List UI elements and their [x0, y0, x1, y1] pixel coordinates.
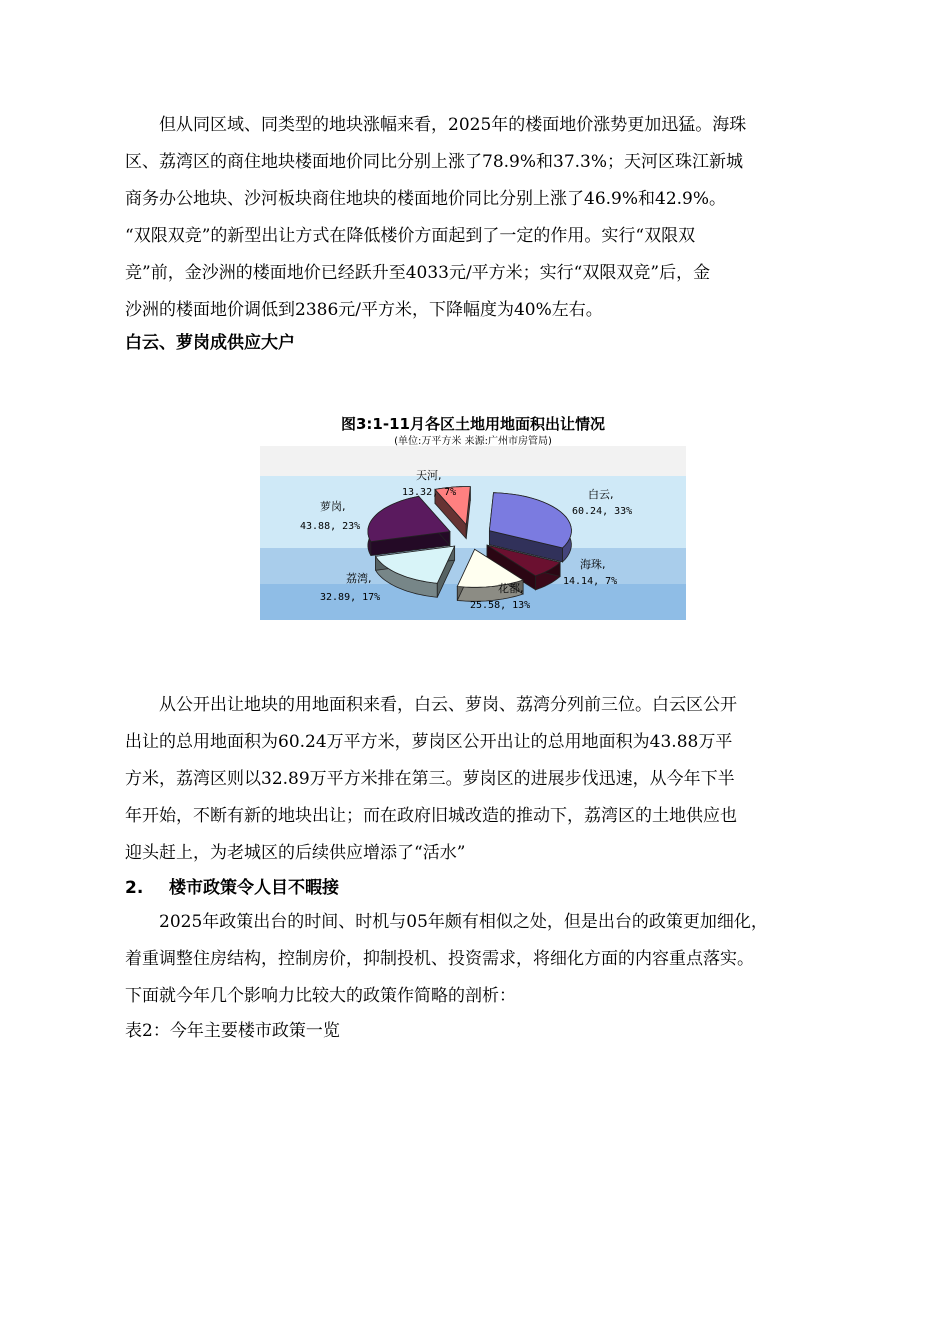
- pie-chart-svg: [260, 402, 686, 620]
- slice-label-name: 萝岗,: [320, 500, 346, 513]
- text-line: 迎头赶上，为老城区的后续供应增添了“活水”: [125, 843, 466, 863]
- slice-label-value: 13.32, 7%: [402, 487, 457, 498]
- text-line: 方米，荔湾区则以32.89万平方米排在第三。萝岗区的进展步伐迅速，从今年下半: [125, 769, 735, 789]
- slice-label-name: 荔湾,: [346, 572, 372, 585]
- text-line: 商务办公地块、沙河板块商住地块的楼面地价同比分别上涨了46.9%和42.9%。: [125, 189, 727, 209]
- paragraph-land-price-growth: [125, 107, 830, 329]
- slice-label-name: 天河,: [416, 469, 442, 482]
- land-area-pie-chart: [260, 402, 686, 620]
- heading-text: 楼市政策令人目不暇接: [169, 878, 339, 898]
- text-line: 年开始，不断有新的地块出让；而在政府旧城改造的推动下，荔湾区的土地供应也: [125, 806, 737, 826]
- slice-label-name: 海珠,: [580, 558, 606, 571]
- slice-label-value: 14.14, 7%: [563, 576, 618, 587]
- text-line: 出让的总用地面积为60.24万平方米，萝岗区公开出让的总用地面积为43.88万平: [125, 732, 733, 752]
- section-heading-policy: [125, 873, 339, 903]
- text-line: “双限双竞”的新型出让方式在降低楼价方面起到了一定的作用。实行“双限双: [125, 226, 696, 246]
- text-line: 着重调整住房结构，控制房价，抑制投机、投资需求，将细化方面的内容重点落实。: [125, 949, 754, 969]
- text-line: 区、荔湾区的商住地块楼面地价同比分别上涨了78.9%和37.3%；天河区珠江新城: [125, 152, 744, 172]
- heading-number: 2.: [125, 878, 144, 898]
- text-line: 沙洲的楼面地价调低到2386元/平方米，下降幅度为40%左右。: [125, 300, 603, 320]
- text-line: 但从同区域、同类型的地块涨幅来看，2025年的楼面地价涨势更加迅猛。海珠: [125, 115, 747, 135]
- slice-label-value: 25.58, 13%: [470, 600, 531, 611]
- table-caption: 表2：今年主要楼市政策一览: [125, 1021, 340, 1041]
- slice-label-value: 43.88, 23%: [300, 521, 361, 532]
- text-line: 竞”前，金沙洲的楼面地价已经跃升至4033元/平方米；实行“双限双竞”后，金: [125, 263, 711, 283]
- slice-label-name: 花都,: [498, 582, 524, 595]
- paragraph-policy-overview: [125, 904, 830, 1015]
- text-line: 从公开出让地块的用地面积来看，白云、萝岗、荔湾分列前三位。白云区公开: [125, 695, 737, 715]
- paragraph-land-area: [125, 687, 830, 872]
- section-heading-supply: 白云、萝岗成供应大户: [125, 333, 295, 353]
- chart-band: [260, 446, 686, 476]
- slice-label-value: 32.89, 17%: [320, 592, 381, 603]
- text-line: 下面就今年几个影响力比较大的政策作简略的剖析：: [125, 986, 516, 1006]
- slice-label-name: 白云,: [588, 488, 614, 501]
- text-line: 2025年政策出台的时间、时机与05年颇有相似之处，但是出台的政策更加细化，: [125, 912, 768, 932]
- chart-subtitle: (单位:万平方米 来源:广州市房管局): [394, 436, 552, 447]
- slice-label-value: 60.24, 33%: [572, 506, 633, 517]
- chart-title: 图3:1-11月各区土地用地面积出让情况: [341, 415, 605, 433]
